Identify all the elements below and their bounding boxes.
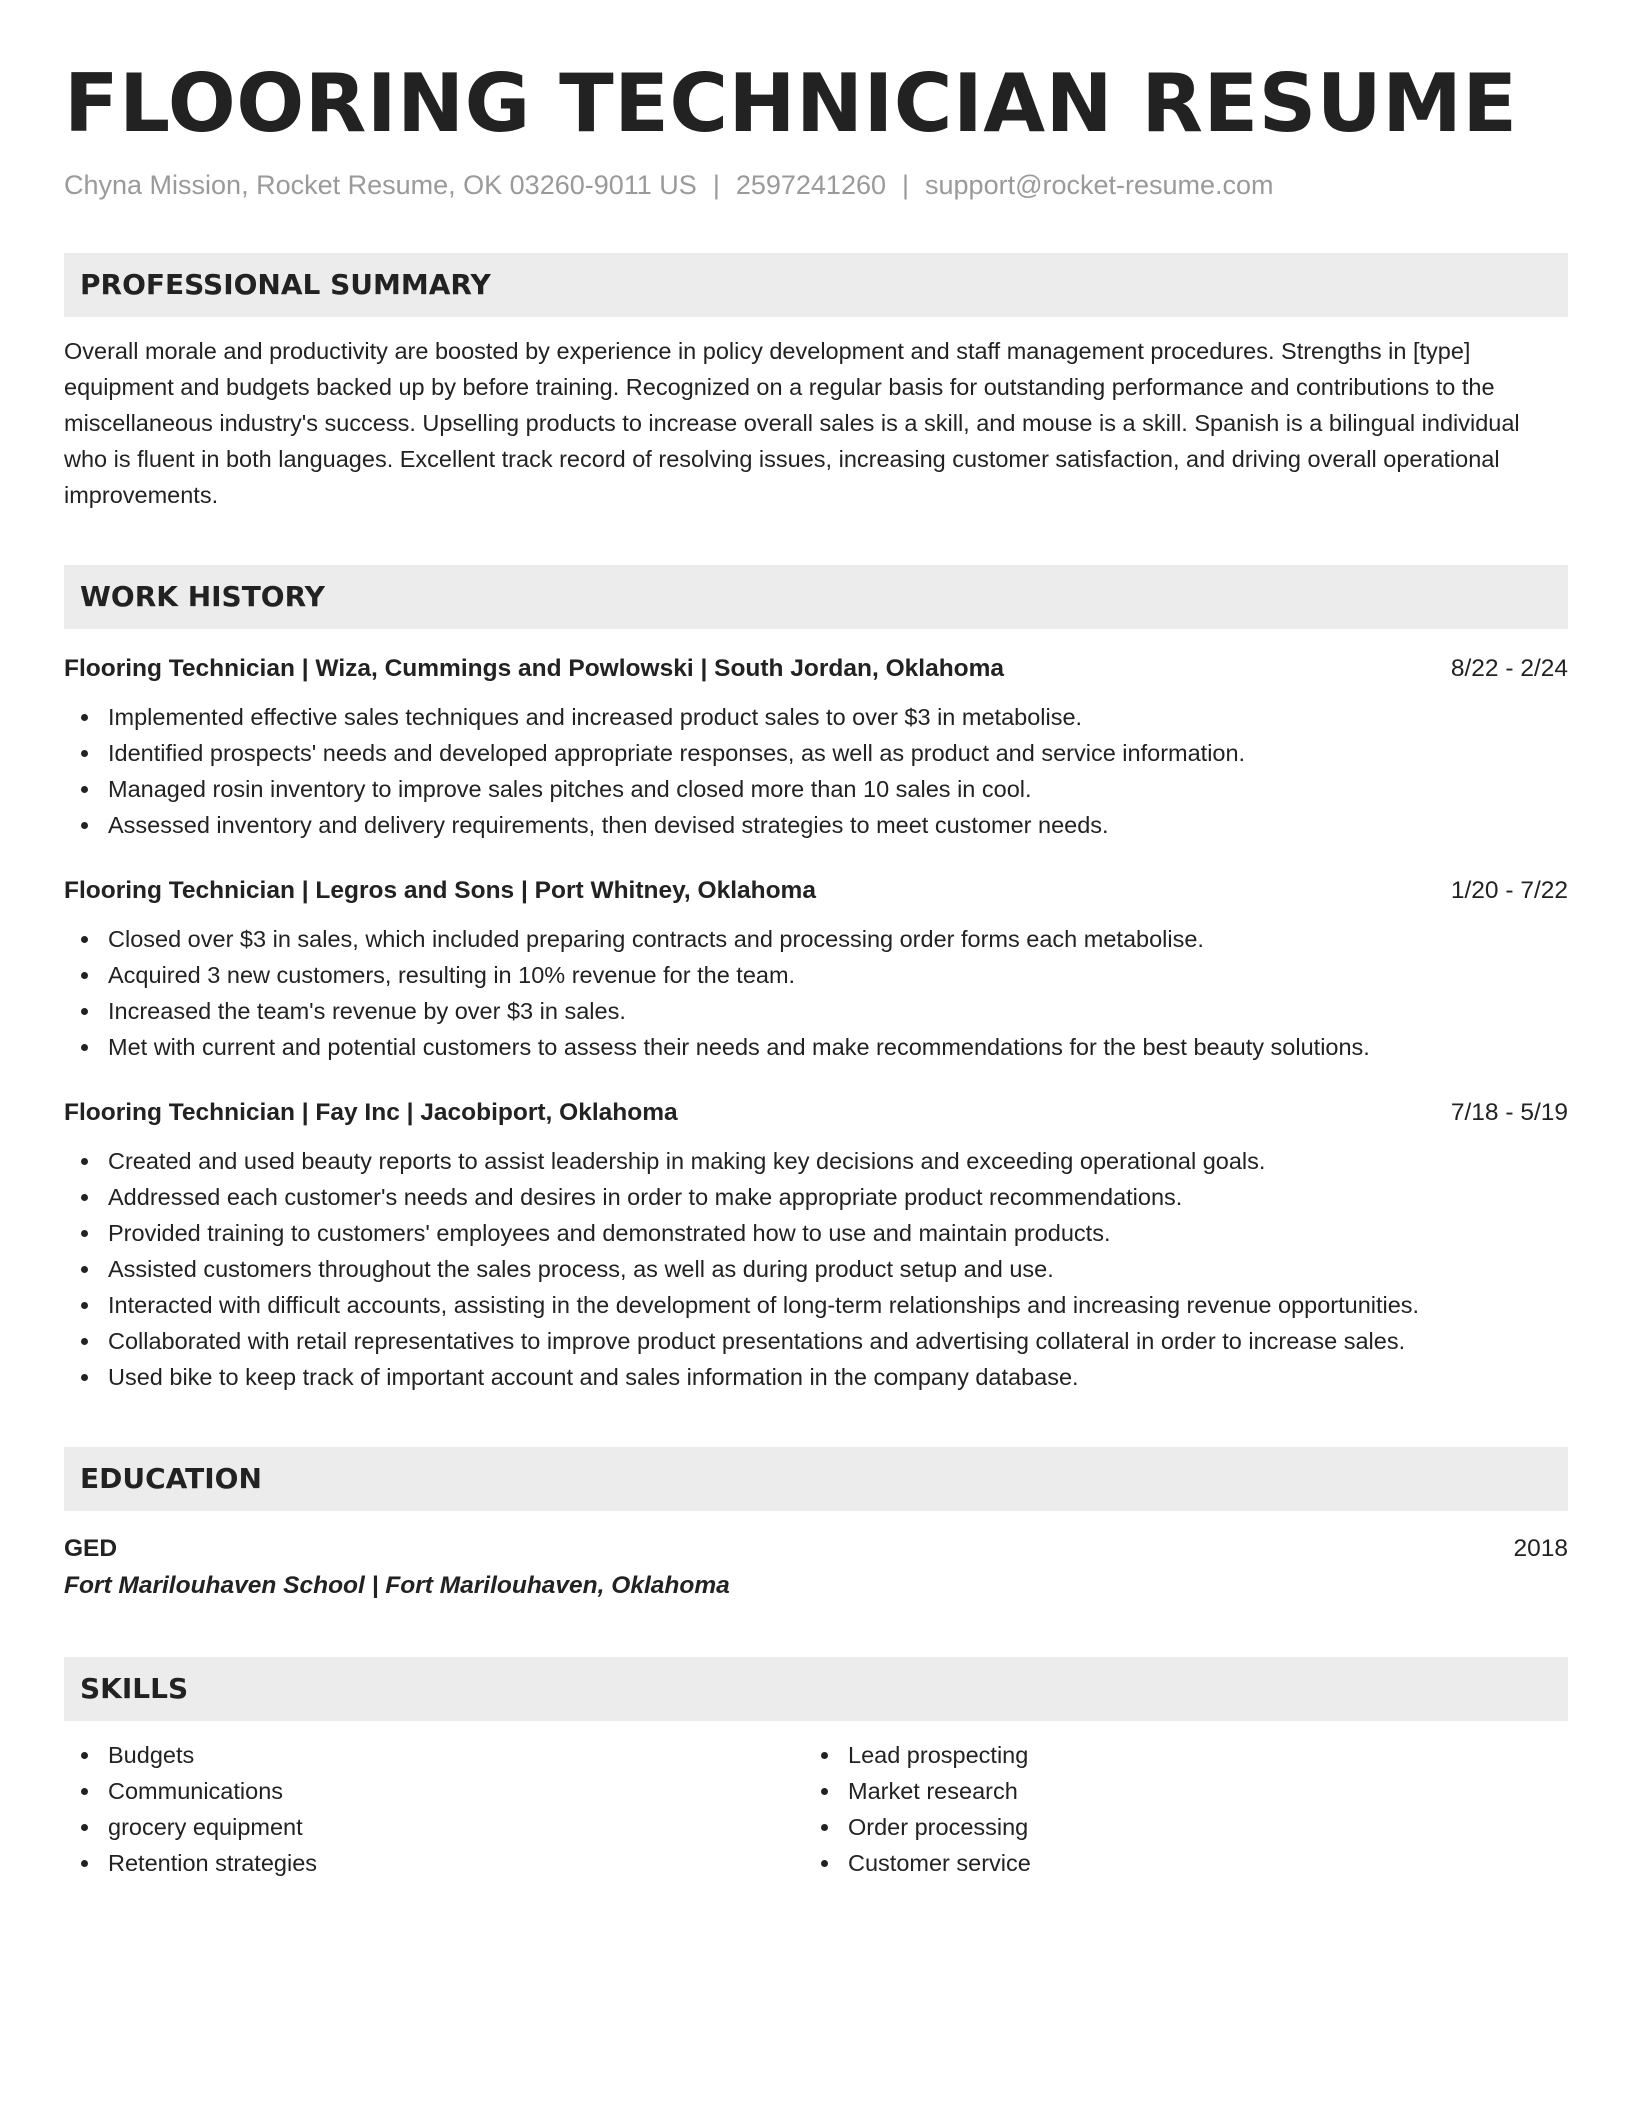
job-entry <box>64 651 1568 843</box>
skill-item: Customer service <box>804 1845 1031 1881</box>
job-bullet: Met with current and potential customers to assess their needs and make recommendations for the best beauty solutions. <box>64 1029 1568 1065</box>
skill-item: Budgets <box>64 1737 804 1773</box>
job-bullet: Closed over $3 in sales, which included preparing contracts and processing order forms each metabolise. <box>64 921 1568 957</box>
education-school: Fort Marilouhaven School | Fort Marilouhaven, Oklahoma <box>64 1572 730 1599</box>
job-bullet: Created and used beauty reports to assist leadership in making key decisions and exceeding operational goals. <box>64 1143 1568 1179</box>
job-bullet: Increased the team's revenue by over $3 in sales. <box>64 993 1568 1029</box>
summary-text: Overall morale and productivity are boosted by experience in policy development and staff management procedures. Strengths in [type] equipment and budgets backed up by before training. Recognized on a regular basis for outstanding performance and contributions to the miscellaneous industry's success. Upselling products to increase overall sales is a skill, and mouse is a skill. Spanish is a bilingual individual who is fluent in both languages. Excellent track record of resolving issues, increasing customer satisfaction, and driving overall operational improvements. <box>64 338 1520 508</box>
job-bullet: Assisted customers throughout the sales process, as well as during product setup and use. <box>64 1251 1568 1287</box>
job-bullet: Addressed each customer's needs and desires in order to make appropriate product recommendations. <box>64 1179 1568 1215</box>
contact-separator: | <box>902 170 910 200</box>
job-bullet: Assessed inventory and delivery requirements, then devised strategies to meet customer needs. <box>64 807 1568 843</box>
job-bullet: Implemented effective sales techniques and increased product sales to over $3 in metabolise. <box>64 699 1568 735</box>
contact-address: Chyna Mission, Rocket Resume, OK 03260-9011 US <box>64 170 697 200</box>
job-bullet: Used bike to keep track of important account and sales information in the company database. <box>64 1359 1568 1395</box>
job-entry <box>64 873 1568 1065</box>
contact-email: support@rocket-resume.com <box>925 170 1274 200</box>
job-dates: 1/20 - 7/22 <box>1450 877 1568 904</box>
job-entry <box>64 1095 1568 1395</box>
education-entry <box>64 1531 1568 1605</box>
job-bullet: Managed rosin inventory to improve sales pitches and closed more than 10 sales in cool. <box>64 771 1568 807</box>
skill-item: Retention strategies <box>64 1845 804 1881</box>
skills-list-left <box>64 1737 804 1881</box>
job-bullet: Identified prospects' needs and developed appropriate responses, as well as product and service information. <box>64 735 1568 771</box>
job-dates: 8/22 - 2/24 <box>1450 655 1568 682</box>
education-header <box>64 1531 1568 1567</box>
job-bullet: Acquired 3 new customers, resulting in 10% revenue for the team. <box>64 957 1568 993</box>
skills-columns <box>64 1737 1568 1881</box>
skill-item: Order processing <box>804 1809 1031 1845</box>
contact-separator: | <box>712 170 720 200</box>
job-header <box>64 651 1568 687</box>
skill-item: Market research <box>804 1773 1031 1809</box>
section-heading-education: EDUCATION <box>64 1447 1568 1511</box>
job-header <box>64 1095 1568 1131</box>
job-bullets <box>64 1143 1568 1395</box>
job-header <box>64 873 1568 909</box>
contact-line <box>64 170 1568 201</box>
skill-item: Lead prospecting <box>804 1737 1031 1773</box>
job-bullet: Collaborated with retail representatives to improve product presentations and advertising collateral in order to increase sales. <box>64 1323 1568 1359</box>
contact-phone: 2597241260 <box>735 170 886 200</box>
job-title: Flooring Technician | Legros and Sons | Port Whitney, Oklahoma <box>64 877 816 904</box>
skill-item: Communications <box>64 1773 804 1809</box>
job-bullet: Provided training to customers' employees and demonstrated how to use and maintain products. <box>64 1215 1568 1251</box>
job-title: Flooring Technician | Fay Inc | Jacobiport, Oklahoma <box>64 1099 678 1126</box>
job-bullet: Interacted with difficult accounts, assisting in the development of long-term relationships and increasing revenue opportunities. <box>64 1287 1568 1323</box>
resume-title: FLOORING TECHNICIAN RESUME <box>64 57 1518 150</box>
section-heading-summary: PROFESSIONAL SUMMARY <box>64 253 1568 317</box>
job-title: Flooring Technician | Wiza, Cummings and Powlowski | South Jordan, Oklahoma <box>64 655 1005 682</box>
section-heading-work-history: WORK HISTORY <box>64 565 1568 629</box>
job-bullets <box>64 699 1568 843</box>
education-year: 2018 <box>1513 1535 1568 1562</box>
job-dates: 7/18 - 5/19 <box>1450 1099 1568 1126</box>
skills-list-right <box>804 1737 1031 1881</box>
skill-item: grocery equipment <box>64 1809 804 1845</box>
job-bullets <box>64 921 1568 1065</box>
section-heading-skills: SKILLS <box>64 1657 1568 1721</box>
education-degree: GED <box>64 1535 118 1562</box>
